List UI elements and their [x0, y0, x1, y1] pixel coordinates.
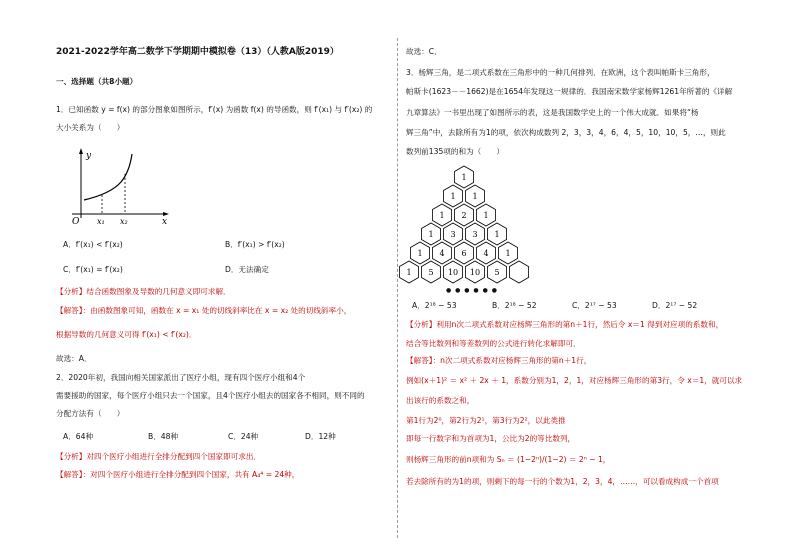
- q1-stem-line2: 大小关系为（ ）: [56, 123, 125, 132]
- q2-solution: 【解答】：对四个医疗小组进行全排分配到四个国家，共有 A₄⁴ = 24种，: [56, 470, 300, 479]
- q2-option-c: C．24种: [228, 432, 259, 441]
- q1-option-b: B．f′(x₁) > f′(x₂): [225, 240, 285, 249]
- q2-option-a: A．64种: [63, 432, 94, 441]
- yanghui-triangle: [398, 165, 548, 290]
- q2-stem-line1: 2．2020年初，我国向相关国家派出了医疗小组，现有四个医疗小组和4个: [56, 373, 306, 382]
- q3-stem-line4: 辉三角”中，去除所有为1的项，依次构成数列 2，3，3，4，6，4，5，10，10，5，…，则此: [406, 128, 726, 137]
- q3-option-d: D．2¹⁷ − 52: [652, 301, 698, 310]
- triangle-value: 1: [505, 249, 511, 258]
- triangle-value: 1: [483, 211, 489, 220]
- q1-solution-line1: 【解答】：由函数图象可知，函数在 x = x₁ 处的切线斜率比在 x = x₂ 处的切线斜率小，: [56, 306, 352, 315]
- q3-option-a: A．2¹⁸ − 53: [412, 301, 457, 310]
- graph-origin-label: O: [72, 217, 80, 226]
- triangle-value: 1: [461, 173, 467, 182]
- triangle-value: 1: [472, 192, 478, 201]
- triangle-value: 4: [483, 249, 489, 258]
- q1-option-a: A．f′(x₁) < f′(x₂): [63, 240, 123, 249]
- triangle-value: 6: [461, 249, 467, 258]
- q1-stem-line1: 1．已知函数 y = f(x) 的部分图象如图所示，f′(x) 为函数 f(x) 的导函数，则 f′(x₁) 与 f′(x₂) 的: [56, 105, 373, 114]
- q3-analysis-line1: 【分析】利用n次二项式系数对应杨辉三角形的第n＋1行，然后令 x＝1 得到对应项的系数和，: [406, 320, 724, 329]
- triangle-value: 5: [428, 268, 434, 277]
- graph-x2-label: x₂: [120, 217, 128, 226]
- triangle-value: 1: [428, 230, 434, 239]
- graph-y-label: y: [86, 151, 92, 161]
- triangle-value: 10: [447, 268, 459, 277]
- prev-answer: 故选：C．: [406, 47, 442, 56]
- q3-analysis-line2: 结合等比数列和等差数列的公式进行转化求解即可．: [406, 339, 581, 348]
- q2-stem-line3: 分配方法有（ ）: [56, 409, 125, 418]
- q3-solution-line7: 若去除所有的为1的项，则剩下的每一行的个数为1，2，3，4，……，可以看成构成一个首项: [406, 477, 719, 486]
- graph-x1-label: x₁: [97, 217, 105, 226]
- page-title: 2021-2022学年高二数学下学期期中模拟卷（13）（人教A版2019）: [56, 47, 339, 57]
- triangle-value: 1: [494, 230, 500, 239]
- q1-solution-line2: 根据导数的几何意义可得 f′(x₁) < f′(x₂)．: [56, 330, 197, 339]
- triangle-value: 10: [469, 268, 481, 277]
- triangle-value: 5: [494, 268, 500, 277]
- triangle-cell: [509, 261, 528, 283]
- q3-option-b: B．2¹⁸ − 52: [492, 301, 537, 310]
- q3-stem-line1: 3．杨辉三角，是二项式系数在三角形中的一种几何排列．在欧洲，这个表叫帕斯卡三角形，: [406, 68, 715, 77]
- triangle-value: 2: [461, 211, 467, 220]
- triangle-value: 1: [450, 192, 456, 201]
- q3-solution-line4: 第1行为2⁰，第2行为2¹，第3行为2²，以此类推: [406, 416, 566, 425]
- q3-stem-line3: 九章算法》一书里出现了如图所示的表，这是我国数学史上的一个伟大成就．如果将“杨: [406, 108, 699, 117]
- q3-solution-line1: 【解答】：n次二项式系数对应杨辉三角形的第n＋1行，: [406, 356, 592, 365]
- triangle-value: 1: [439, 211, 445, 220]
- q3-stem-line5: 数列前135项的和为（ ）: [406, 147, 505, 156]
- triangle-value: 1: [417, 249, 423, 258]
- triangle-value: 3: [450, 230, 456, 239]
- q1-option-d: D．无法确定: [225, 265, 269, 274]
- q3-solution-line5: 即每一行数字和为首项为1，公比为2的等比数列，: [406, 434, 576, 443]
- triangle-value: 3: [472, 230, 478, 239]
- q3-option-c: C．2¹⁷ − 53: [572, 301, 617, 310]
- q2-stem-line2: 需要援助的国家，每个医疗小组只去一个国家，且4个医疗小组去的国家各不相同，则不同的: [56, 391, 365, 400]
- q1-option-c: C．f′(x₁) = f′(x₂): [63, 265, 123, 274]
- continuation-dots: ● ● ● ● ● ●: [446, 287, 498, 294]
- q3-solution-line3: 出该行的系数之和，: [406, 396, 475, 405]
- q3-stem-line2: 帕斯卡(1623－－1662)是在1654年发现这一规律的．我国南宋数学家杨辉1261年所著的《详解: [406, 87, 733, 96]
- q1-function-graph: [66, 146, 172, 226]
- graph-x-label: x: [162, 217, 168, 226]
- section-heading: 一、选择题（共8小题）: [56, 77, 138, 86]
- q3-solution-line6: 则杨辉三角形的前n项和为 Sₙ ＝ (1−2ⁿ)/(1−2) ＝ 2ⁿ − 1，: [406, 455, 611, 464]
- q2-analysis: 【分析】对四个医疗小组进行全排分配到四个国家即可求出．: [56, 452, 262, 461]
- q2-option-b: B．48种: [148, 432, 179, 441]
- triangle-value: 4: [439, 249, 445, 258]
- q1-analysis: 【分析】结合函数图象及导数的几何意义即可求解．: [56, 287, 231, 296]
- triangle-value: 1: [406, 268, 412, 277]
- q2-option-d: D．12种: [305, 432, 336, 441]
- q1-answer: 故选：A．: [56, 354, 92, 363]
- q3-solution-line2: 例如(x＋1)² ＝ x² ＋ 2x ＋ 1，系数分别为1，2，1，对应杨辉三角形的第3行，令 x＝1，就可以求: [406, 376, 743, 385]
